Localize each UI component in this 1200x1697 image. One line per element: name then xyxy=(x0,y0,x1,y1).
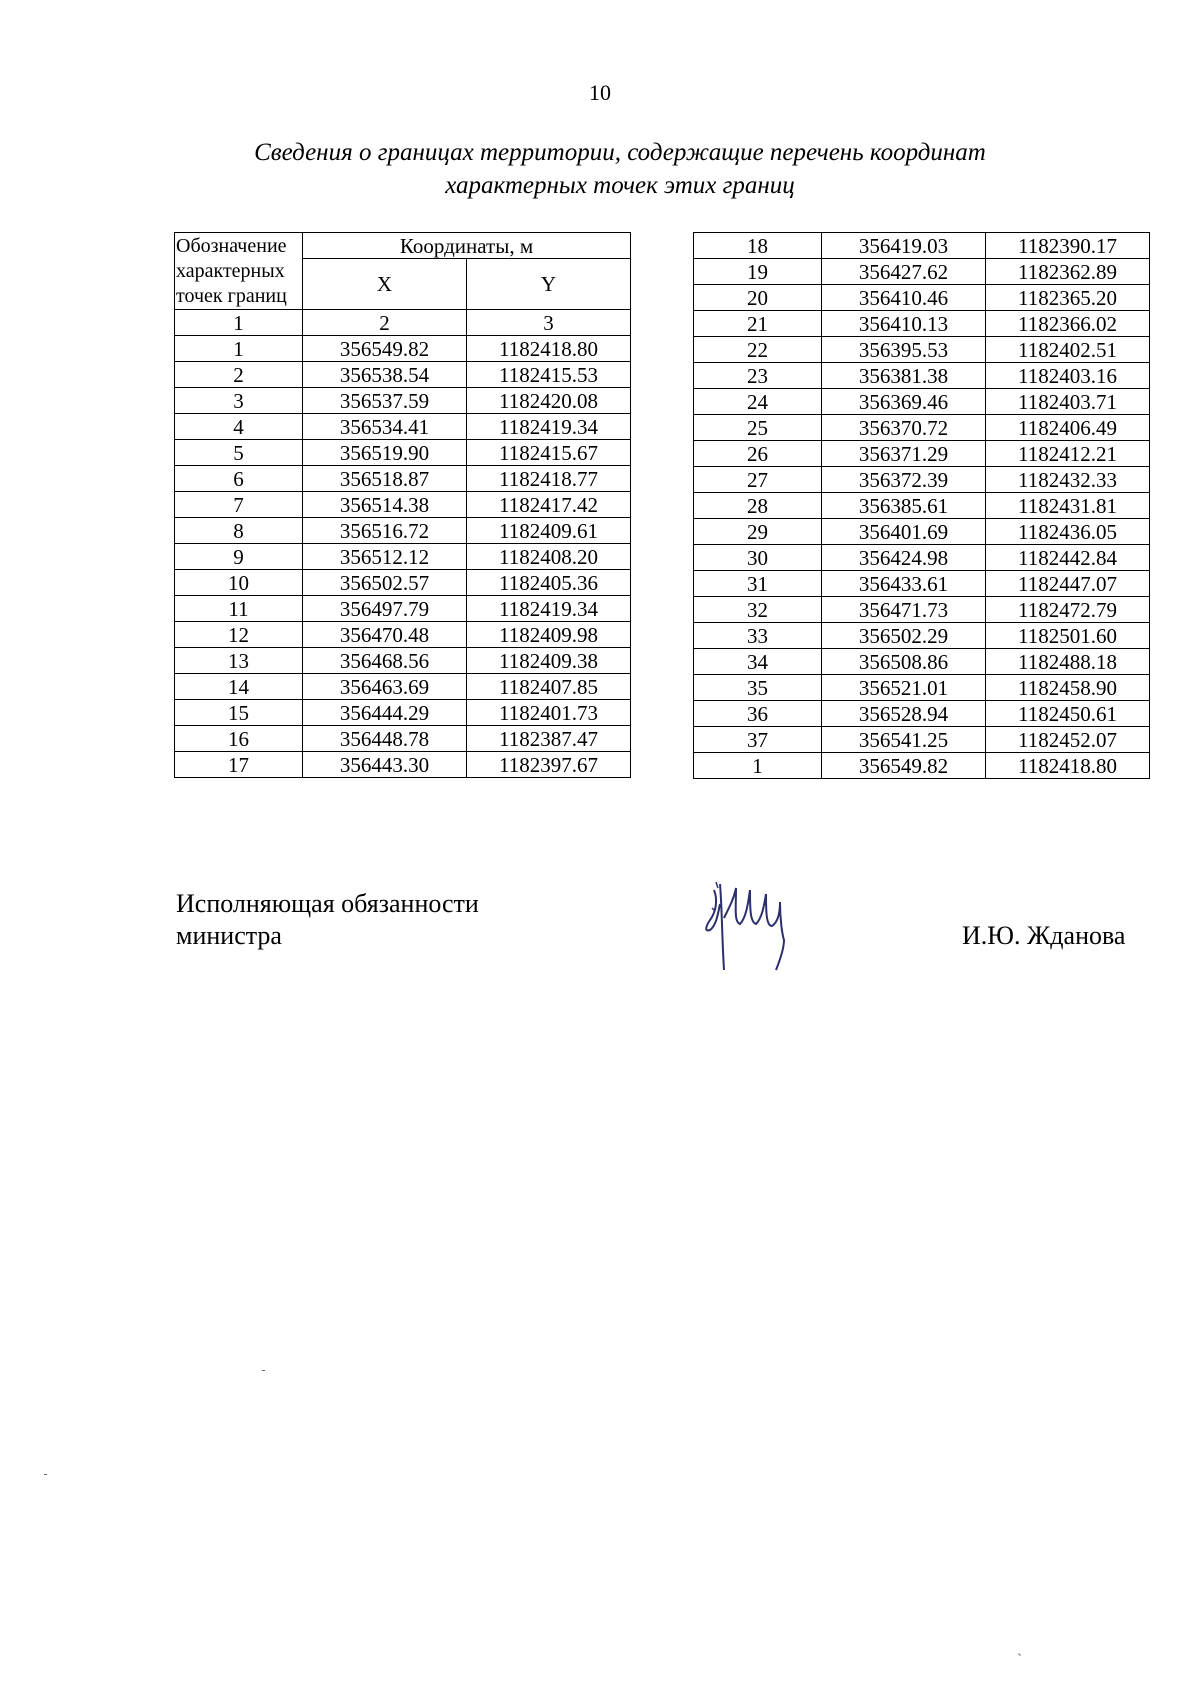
designation-header-line: точек границ xyxy=(176,284,287,307)
y-coordinate-cell: 1182417.42 xyxy=(467,492,631,518)
y-coordinate-cell: 1182450.61 xyxy=(986,701,1150,727)
table-row xyxy=(694,285,1150,311)
table-row xyxy=(694,753,1150,779)
y-coordinate-cell: 1182420.08 xyxy=(467,388,631,414)
point-number-cell: 37 xyxy=(694,727,822,753)
point-number-cell: 36 xyxy=(694,701,822,727)
x-coordinate-cell: 356410.46 xyxy=(822,285,986,311)
y-coordinate-cell: 1182409.61 xyxy=(467,518,631,544)
point-number-cell: 18 xyxy=(694,233,822,259)
position-line-2: министра xyxy=(176,921,282,950)
point-number-cell: 28 xyxy=(694,493,822,519)
table-row xyxy=(694,467,1150,493)
x-coordinate-cell: 356468.56 xyxy=(303,648,467,674)
x-coordinate-cell: 356541.25 xyxy=(822,727,986,753)
y-coordinate-cell: 1182402.51 xyxy=(986,337,1150,363)
point-number-cell: 34 xyxy=(694,649,822,675)
table-row xyxy=(175,544,631,570)
y-coordinate-cell: 1182419.34 xyxy=(467,596,631,622)
y-coordinate-cell: 1182397.67 xyxy=(467,752,631,778)
y-coordinate-cell: 1182432.33 xyxy=(986,467,1150,493)
y-header: Y xyxy=(467,259,631,310)
signer-name: И.Ю. Жданова xyxy=(962,921,1126,950)
y-coordinate-cell: 1182409.98 xyxy=(467,622,631,648)
x-coordinate-cell: 356497.79 xyxy=(303,596,467,622)
designation-header xyxy=(175,233,303,310)
y-coordinate-cell: 1182415.53 xyxy=(467,362,631,388)
point-number-cell: 14 xyxy=(175,674,303,700)
table-row xyxy=(175,570,631,596)
x-coordinate-cell: 356369.46 xyxy=(822,389,986,415)
column-number-row xyxy=(175,310,631,336)
table-row xyxy=(694,311,1150,337)
y-coordinate-cell: 1182365.20 xyxy=(986,285,1150,311)
table-row xyxy=(175,518,631,544)
x-coordinate-cell: 356424.98 xyxy=(822,545,986,571)
y-coordinate-cell: 1182418.80 xyxy=(467,336,631,362)
x-coordinate-cell: 356519.90 xyxy=(303,440,467,466)
table-row xyxy=(175,466,631,492)
y-coordinate-cell: 1182458.90 xyxy=(986,675,1150,701)
table-row xyxy=(694,597,1150,623)
point-number-cell: 20 xyxy=(694,285,822,311)
table-row xyxy=(694,545,1150,571)
y-coordinate-cell: 1182501.60 xyxy=(986,623,1150,649)
y-coordinate-cell: 1182362.89 xyxy=(986,259,1150,285)
table-row xyxy=(175,752,631,778)
point-number-cell: 7 xyxy=(175,492,303,518)
handwritten-signature xyxy=(700,878,800,973)
x-coordinate-cell: 356514.38 xyxy=(303,492,467,518)
y-coordinate-cell: 1182418.77 xyxy=(467,466,631,492)
table-row xyxy=(694,649,1150,675)
point-number-cell: 12 xyxy=(175,622,303,648)
coordinates-table-left xyxy=(174,232,631,778)
table-row xyxy=(694,233,1150,259)
y-coordinate-cell: 1182447.07 xyxy=(986,571,1150,597)
point-number-cell: 11 xyxy=(175,596,303,622)
x-coordinate-cell: 356463.69 xyxy=(303,674,467,700)
x-coordinate-cell: 356370.72 xyxy=(822,415,986,441)
table-row xyxy=(694,337,1150,363)
y-coordinate-cell: 1182412.21 xyxy=(986,441,1150,467)
y-coordinate-cell: 1182408.20 xyxy=(467,544,631,570)
table-row xyxy=(175,492,631,518)
y-coordinate-cell: 1182442.84 xyxy=(986,545,1150,571)
title-line-1: Сведения о границах территории, содержащие перечень координат xyxy=(254,139,986,166)
point-number-cell: 4 xyxy=(175,414,303,440)
table-row xyxy=(175,440,631,466)
header-row xyxy=(175,233,631,259)
y-coordinate-cell: 1182387.47 xyxy=(467,726,631,752)
point-number-cell: 22 xyxy=(694,337,822,363)
x-coordinate-cell: 356549.82 xyxy=(822,753,986,779)
y-coordinate-cell: 1182488.18 xyxy=(986,649,1150,675)
point-number-cell: 15 xyxy=(175,700,303,726)
x-coordinate-cell: 356448.78 xyxy=(303,726,467,752)
table-row xyxy=(175,726,631,752)
scan-speck xyxy=(262,1370,265,1371)
x-coordinate-cell: 356537.59 xyxy=(303,388,467,414)
x-coordinate-cell: 356443.30 xyxy=(303,752,467,778)
point-number-cell: 2 xyxy=(175,362,303,388)
x-coordinate-cell: 356444.29 xyxy=(303,700,467,726)
table-row xyxy=(175,336,631,362)
y-coordinate-cell: 1182452.07 xyxy=(986,727,1150,753)
x-coordinate-cell: 356371.29 xyxy=(822,441,986,467)
point-number-cell: 32 xyxy=(694,597,822,623)
x-coordinate-cell: 356401.69 xyxy=(822,519,986,545)
table-row xyxy=(175,674,631,700)
position-line-1: Исполняющая обязанности xyxy=(176,889,479,918)
x-coordinate-cell: 356549.82 xyxy=(303,336,467,362)
x-coordinate-cell: 356471.73 xyxy=(822,597,986,623)
table-row xyxy=(694,363,1150,389)
point-number-cell: 5 xyxy=(175,440,303,466)
point-number-cell: 10 xyxy=(175,570,303,596)
table-row xyxy=(175,596,631,622)
point-number-cell: 31 xyxy=(694,571,822,597)
y-coordinate-cell: 1182390.17 xyxy=(986,233,1150,259)
table-row xyxy=(694,675,1150,701)
x-coordinate-cell: 356502.29 xyxy=(822,623,986,649)
x-coordinate-cell: 356395.53 xyxy=(822,337,986,363)
column-number: 2 xyxy=(303,310,467,336)
coordinates-table-right xyxy=(693,232,1150,779)
x-coordinate-cell: 356372.39 xyxy=(822,467,986,493)
point-number-cell: 26 xyxy=(694,441,822,467)
table-row xyxy=(694,389,1150,415)
y-coordinate-cell: 1182431.81 xyxy=(986,493,1150,519)
signatory-position xyxy=(176,888,479,952)
table-row xyxy=(694,259,1150,285)
point-number-cell: 13 xyxy=(175,648,303,674)
point-number-cell: 21 xyxy=(694,311,822,337)
point-number-cell: 35 xyxy=(694,675,822,701)
table-row xyxy=(175,700,631,726)
y-coordinate-cell: 1182366.02 xyxy=(986,311,1150,337)
table-row xyxy=(175,388,631,414)
y-coordinate-cell: 1182403.71 xyxy=(986,389,1150,415)
point-number-cell: 33 xyxy=(694,623,822,649)
x-coordinate-cell: 356385.61 xyxy=(822,493,986,519)
x-coordinate-cell: 356538.54 xyxy=(303,362,467,388)
y-coordinate-cell: 1182409.38 xyxy=(467,648,631,674)
point-number-cell: 27 xyxy=(694,467,822,493)
column-number: 3 xyxy=(467,310,631,336)
point-number-cell: 24 xyxy=(694,389,822,415)
point-number-cell: 25 xyxy=(694,415,822,441)
x-coordinate-cell: 356470.48 xyxy=(303,622,467,648)
y-coordinate-cell: 1182406.49 xyxy=(986,415,1150,441)
table-row xyxy=(175,414,631,440)
title-line-2: характерных точек этих границ xyxy=(445,172,795,199)
scan-speck xyxy=(1018,1653,1021,1656)
y-coordinate-cell: 1182401.73 xyxy=(467,700,631,726)
coordinates-header: Координаты, м xyxy=(303,233,631,259)
y-coordinate-cell: 1182436.05 xyxy=(986,519,1150,545)
x-coordinate-cell: 356410.13 xyxy=(822,311,986,337)
x-coordinate-cell: 356516.72 xyxy=(303,518,467,544)
table-row xyxy=(175,622,631,648)
designation-header-line: Обозначение xyxy=(176,234,287,257)
table-row xyxy=(694,415,1150,441)
table-row xyxy=(175,648,631,674)
document-title xyxy=(160,136,1080,202)
y-coordinate-cell: 1182415.67 xyxy=(467,440,631,466)
x-coordinate-cell: 356427.62 xyxy=(822,259,986,285)
table-row xyxy=(175,362,631,388)
x-coordinate-cell: 356518.87 xyxy=(303,466,467,492)
y-coordinate-cell: 1182472.79 xyxy=(986,597,1150,623)
x-coordinate-cell: 356381.38 xyxy=(822,363,986,389)
table-row xyxy=(694,519,1150,545)
designation-header-line: характерных xyxy=(176,259,285,282)
point-number-cell: 16 xyxy=(175,726,303,752)
x-coordinate-cell: 356521.01 xyxy=(822,675,986,701)
y-coordinate-cell: 1182405.36 xyxy=(467,570,631,596)
page-number: 10 xyxy=(589,80,611,105)
point-number-cell: 19 xyxy=(694,259,822,285)
table-row xyxy=(694,571,1150,597)
y-coordinate-cell: 1182403.16 xyxy=(986,363,1150,389)
point-number-cell: 1 xyxy=(694,753,822,779)
table-row xyxy=(694,727,1150,753)
x-header: X xyxy=(303,259,467,310)
point-number-cell: 30 xyxy=(694,545,822,571)
table-row xyxy=(694,441,1150,467)
point-number-cell: 9 xyxy=(175,544,303,570)
point-number-cell: 29 xyxy=(694,519,822,545)
column-number: 1 xyxy=(175,310,303,336)
scan-speck xyxy=(44,1474,47,1475)
point-number-cell: 3 xyxy=(175,388,303,414)
x-coordinate-cell: 356508.86 xyxy=(822,649,986,675)
y-coordinate-cell: 1182407.85 xyxy=(467,674,631,700)
point-number-cell: 23 xyxy=(694,363,822,389)
x-coordinate-cell: 356433.61 xyxy=(822,571,986,597)
x-coordinate-cell: 356528.94 xyxy=(822,701,986,727)
table-row xyxy=(694,701,1150,727)
point-number-cell: 1 xyxy=(175,336,303,362)
point-number-cell: 8 xyxy=(175,518,303,544)
x-coordinate-cell: 356512.12 xyxy=(303,544,467,570)
x-coordinate-cell: 356502.57 xyxy=(303,570,467,596)
point-number-cell: 17 xyxy=(175,752,303,778)
x-coordinate-cell: 356419.03 xyxy=(822,233,986,259)
table-row xyxy=(694,623,1150,649)
point-number-cell: 6 xyxy=(175,466,303,492)
y-coordinate-cell: 1182419.34 xyxy=(467,414,631,440)
table-row xyxy=(694,493,1150,519)
y-coordinate-cell: 1182418.80 xyxy=(986,753,1150,779)
x-coordinate-cell: 356534.41 xyxy=(303,414,467,440)
